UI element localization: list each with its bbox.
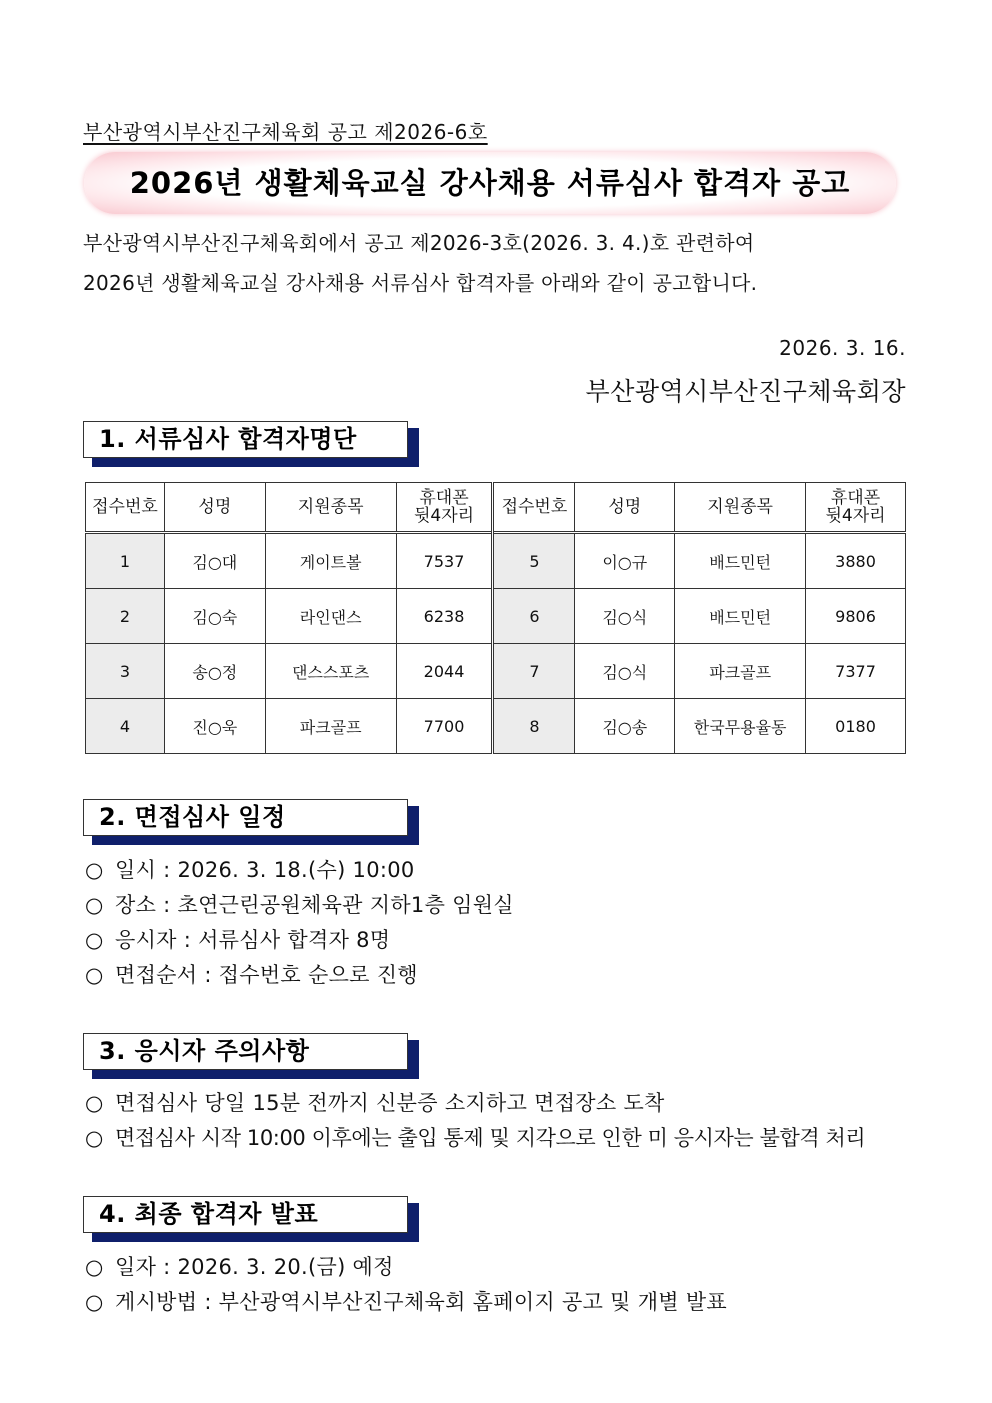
bullet-circle-icon: ○ — [85, 963, 104, 987]
cell-name: 김○대 — [164, 533, 265, 589]
cell-sport: 라인댄스 — [265, 589, 396, 644]
column-header: 접수번호 — [493, 483, 575, 533]
cell-name: 김○숙 — [164, 589, 265, 644]
table-row — [86, 699, 906, 754]
cell-name: 김○식 — [575, 589, 675, 644]
cell-number: 6 — [493, 589, 575, 644]
bullet-circle-icon: ○ — [85, 1290, 104, 1314]
cell-phone: 6238 — [396, 589, 493, 644]
section-heading-3 — [83, 1033, 419, 1079]
column-header: 휴대폰 뒷4자리 — [806, 483, 906, 533]
bullet-circle-icon: ○ — [85, 928, 104, 952]
list-item: ○ 게시방법 : 부산광역시부산진구체육회 홈페이지 공고 및 개별 발표 — [85, 1285, 727, 1320]
cell-sport: 게이트볼 — [265, 533, 396, 589]
intro-line: 부산광역시부산진구체육회에서 공고 제2026-3호(2026. 3. 4.)호 관련하여 — [83, 231, 755, 255]
table-row — [86, 533, 906, 589]
bullet-circle-icon: ○ — [85, 893, 104, 917]
intro-line: 2026년 생활체육교실 강사채용 서류심사 합격자를 아래와 같이 공고합니다. — [83, 271, 758, 295]
column-header: 성명 — [575, 483, 675, 533]
table-header-row — [86, 483, 906, 533]
table-row — [86, 644, 906, 699]
cell-sport: 댄스스포츠 — [265, 644, 396, 699]
page-title: 2026년 생활체육교실 강사채용 서류심사 합격자 공고 — [129, 166, 851, 200]
list-item: ○ 일자 : 2026. 3. 20.(금) 예정 — [85, 1250, 727, 1285]
cell-name: 송○정 — [164, 644, 265, 699]
cell-name: 이○규 — [575, 533, 675, 589]
list-item: ○ 면접심사 시작 10:00 이후에는 출입 통제 및 지각으로 인한 미 응시자는 불합격 처리 — [85, 1121, 865, 1156]
cell-sport: 한국무용율동 — [675, 699, 806, 754]
notice-list — [85, 1086, 865, 1156]
cell-number: 4 — [86, 699, 165, 754]
column-header: 휴대폰 뒷4자리 — [396, 483, 493, 533]
cell-phone: 7700 — [396, 699, 493, 754]
bullet-circle-icon: ○ — [85, 1255, 104, 1279]
cell-number: 2 — [86, 589, 165, 644]
bullet-circle-icon: ○ — [85, 1126, 104, 1150]
cell-name: 김○송 — [575, 699, 675, 754]
list-item: ○ 일시 : 2026. 3. 18.(수) 10:00 — [85, 853, 514, 888]
table-row — [86, 589, 906, 644]
section-heading-4 — [83, 1196, 419, 1242]
column-header: 지원종목 — [265, 483, 396, 533]
list-item: ○ 면접순서 : 접수번호 순으로 진행 — [85, 958, 514, 993]
cell-name: 김○식 — [575, 644, 675, 699]
cell-number: 5 — [493, 533, 575, 589]
cell-phone: 7537 — [396, 533, 493, 589]
cell-sport: 파크골프 — [675, 644, 806, 699]
section-heading-2 — [83, 799, 419, 845]
cell-phone: 2044 — [396, 644, 493, 699]
bullet-circle-icon: ○ — [85, 1091, 104, 1115]
cell-number: 7 — [493, 644, 575, 699]
column-header: 접수번호 — [86, 483, 165, 533]
section-title: 2. 면접심사 일정 — [99, 803, 286, 831]
cell-phone: 9806 — [806, 589, 906, 644]
list-item: ○ 응시자 : 서류심사 합격자 8명 — [85, 923, 514, 958]
announcement-list — [85, 1250, 727, 1320]
title-banner — [84, 152, 896, 214]
section-title: 1. 서류심사 합격자명단 — [99, 425, 357, 453]
column-header: 지원종목 — [675, 483, 806, 533]
cell-phone: 7377 — [806, 644, 906, 699]
cell-number: 3 — [86, 644, 165, 699]
organization-name: 부산광역시부산진구체육회장 — [585, 377, 906, 406]
passer-table — [85, 482, 906, 754]
cell-sport: 파크골프 — [265, 699, 396, 754]
notice-number: 부산광역시부산진구체육회 공고 제2026-6호 — [83, 120, 488, 144]
list-item: ○ 면접심사 당일 15분 전까지 신분증 소지하고 면접장소 도착 — [85, 1086, 865, 1121]
column-header: 성명 — [164, 483, 265, 533]
cell-phone: 0180 — [806, 699, 906, 754]
section-title: 3. 응시자 주의사항 — [99, 1037, 310, 1065]
cell-number: 8 — [493, 699, 575, 754]
bullet-circle-icon: ○ — [85, 858, 104, 882]
section-heading-1 — [83, 421, 419, 467]
schedule-list — [85, 853, 514, 993]
list-item: ○ 장소 : 초연근린공원체육관 지하1층 임원실 — [85, 888, 514, 923]
cell-name: 진○욱 — [164, 699, 265, 754]
notice-date: 2026. 3. 16. — [779, 336, 906, 360]
intro-paragraph — [83, 223, 757, 303]
cell-number: 1 — [86, 533, 165, 589]
cell-phone: 3880 — [806, 533, 906, 589]
cell-sport: 배드민턴 — [675, 533, 806, 589]
cell-sport: 배드민턴 — [675, 589, 806, 644]
section-title: 4. 최종 합격자 발표 — [99, 1200, 319, 1228]
